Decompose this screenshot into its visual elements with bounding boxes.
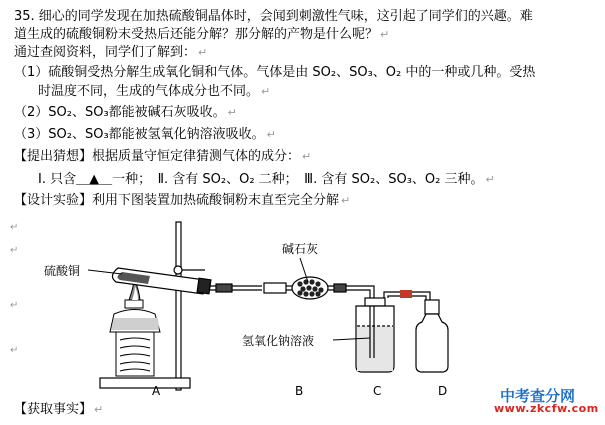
collection-bottle [416,300,448,372]
question-line-10: 【设计实验】利用下图装置加热硫酸铜粉末直至完全分解 ↵ [14,193,351,208]
return-mark-3: ↵ [10,300,19,311]
question-line-11: 【获取事实】 ↵ [14,402,104,417]
drying-tube [286,277,360,299]
watermark-url: www.zkcfw.com [494,402,599,415]
label-apparatus-b: B [295,384,304,398]
label-copper-sulfate: 硫酸铜 [44,264,81,278]
watermark-title: 中考查分网 [500,387,576,405]
question-line-1: 35. 细心的同学发现在加热硫酸铜晶体时，会闻到刺激性气味，这引起了同学们的兴趣。难 [14,9,533,24]
question-line-8: 【提出猜想】根据质量守恒定律猜测气体的成分： ↵ [14,149,312,164]
test-tube [112,268,210,294]
question-line-6: （2）SO₂、SO₃都能被碱石灰吸收。 ↵ [14,105,237,120]
question-line-5: 时温度不同，生成的气体成分也不同。 ↵ [38,84,271,99]
label-soda-lime: 碱石灰 [282,242,319,256]
return-mark-4: ↵ [10,345,19,356]
question-line-7: （3）SO₂、SO₃都能被氢氧化钠溶液吸收。 ↵ [14,127,276,142]
return-mark-2: ↵ [10,245,19,256]
wood-block [116,332,154,376]
question-line-3: 通过查阅资料，同学们了解到： ↵ [14,45,208,60]
label-apparatus-a: A [152,384,161,398]
label-naoh-solution: 氢氧化钠溶液 [242,334,315,348]
question-line-4: （1）硫酸铜受热分解生成氧化铜和气体。气体是由 SO₂、SO₃、O₂ 中的一种或几种。受热 [14,65,536,80]
label-apparatus-c: C [373,384,382,398]
connecting-tube-ab [210,283,286,293]
question-line-2: 道生成的硫酸铜粉末受热后还能分解？那分解的产物是什么呢？ ↵ [14,27,390,42]
label-apparatus-d: D [438,384,448,398]
return-mark-1: ↵ [10,222,19,233]
question-line-9: Ⅰ. 只含＿▲＿一种； Ⅱ. 含有 SO₂、O₂ 二种； Ⅲ. 含有 SO₂、SO₃、O₂ 三种。 ↵ [38,172,495,187]
